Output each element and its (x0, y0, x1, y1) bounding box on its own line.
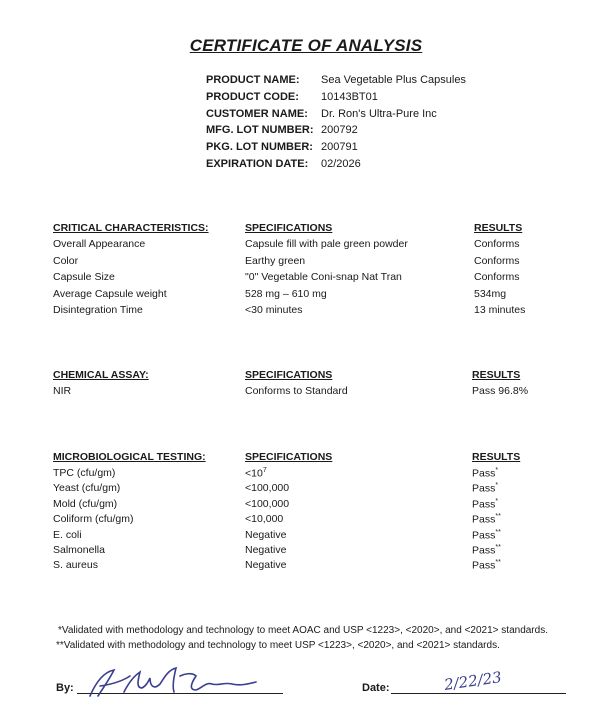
date-line (391, 693, 566, 694)
product-info-label: MFG. LOT NUMBER: (206, 124, 314, 137)
result-value: Conforms (474, 238, 520, 250)
specification-value: <100,000 (245, 482, 290, 495)
test-name: E. coli (53, 528, 82, 541)
specification-value: <100,000 (245, 497, 290, 510)
results-heading: RESULTS (474, 222, 523, 234)
result-value: Pass** (472, 559, 501, 572)
specifications-heading: SPECIFICATIONS (245, 222, 333, 234)
specification-value: Negative (245, 544, 287, 556)
section-heading: CRITICAL CHARACTERISTICS: (53, 222, 209, 234)
handwritten-signature (84, 662, 264, 702)
test-name: Coliform (cfu/gm) (53, 513, 134, 526)
specifications-heading: SPECIFICATIONS (245, 451, 333, 463)
date-label: Date: (362, 682, 390, 694)
product-info-label: PKG. LOT NUMBER: (206, 141, 313, 154)
specification-value: <30 minutes (245, 304, 303, 316)
result-value: Conforms (474, 254, 520, 267)
handwritten-date: 2/22/23 (443, 668, 503, 694)
specification-value: Earthy green (245, 254, 306, 267)
section-heading: CHEMICAL ASSAY: (53, 369, 149, 381)
product-info-label: EXPIRATION DATE: (206, 158, 309, 170)
specification-value: Conforms to Standard (245, 385, 348, 397)
footnote-2: **Validated with methodology and technology to meet USP <1223>, <2020>, and <2021> standards. (56, 640, 500, 651)
test-name: Average Capsule weight (53, 287, 167, 300)
footnote-1: *Validated with methodology and technology to meet AOAC and USP <1223>, <2020>, and <2021> standards. (58, 625, 548, 636)
document-title: CERTIFICATE OF ANALYSIS (189, 36, 423, 55)
product-info-label: PRODUCT NAME: (206, 74, 300, 86)
result-value: 13 minutes (474, 304, 526, 316)
test-name: Mold (cfu/gm) (53, 497, 118, 510)
product-info-value: 10143BT01 (321, 90, 378, 103)
product-info-value: 02/2026 (321, 158, 361, 170)
test-name: Disintegration Time (53, 304, 143, 316)
test-name: Salmonella (53, 544, 105, 556)
result-value: Pass** (472, 528, 501, 542)
result-value: Conforms (474, 271, 520, 283)
specification-value: "0" Vegetable Coni-snap Nat Tran (245, 271, 402, 283)
test-name: Overall Appearance (53, 238, 146, 250)
results-heading: RESULTS (472, 369, 521, 381)
product-info-value: Sea Vegetable Plus Capsules (321, 74, 466, 86)
product-info-label: PRODUCT CODE: (206, 90, 299, 103)
product-info-label: CUSTOMER NAME: (206, 107, 308, 120)
test-name: TPC (cfu/gm) (53, 467, 116, 479)
specification-value: Negative (245, 559, 287, 572)
test-name: Yeast (cfu/gm) (53, 482, 121, 495)
specification-value: <10,000 (245, 513, 284, 526)
result-value: Pass** (472, 513, 501, 526)
product-info-value: Dr. Ron's Ultra-Pure Inc (321, 107, 437, 120)
results-heading: RESULTS (472, 451, 521, 463)
product-info-value: 200791 (321, 141, 358, 154)
test-name: NIR (53, 385, 72, 397)
specifications-heading: SPECIFICATIONS (245, 369, 333, 381)
test-name: Color (53, 254, 79, 267)
result-value: Pass** (472, 544, 501, 557)
specification-value: $<10^7$ (245, 467, 267, 480)
result-value: Pass* (472, 467, 499, 480)
product-info-value: 200792 (321, 124, 358, 137)
by-label: By: (56, 682, 74, 694)
section-heading: MICROBIOLOGICAL TESTING: (53, 451, 206, 463)
result-value: 534mg (474, 287, 507, 300)
result-value: Pass 96.8% (472, 385, 529, 397)
specification-value: 528 mg – 610 mg (245, 287, 327, 300)
result-value: Pass* (472, 497, 499, 511)
specification-value: Capsule fill with pale green powder (245, 238, 408, 250)
test-name: S. aureus (53, 559, 98, 572)
specification-value: Negative (245, 528, 287, 541)
test-name: Capsule Size (53, 271, 115, 283)
result-value: Pass* (472, 482, 499, 495)
